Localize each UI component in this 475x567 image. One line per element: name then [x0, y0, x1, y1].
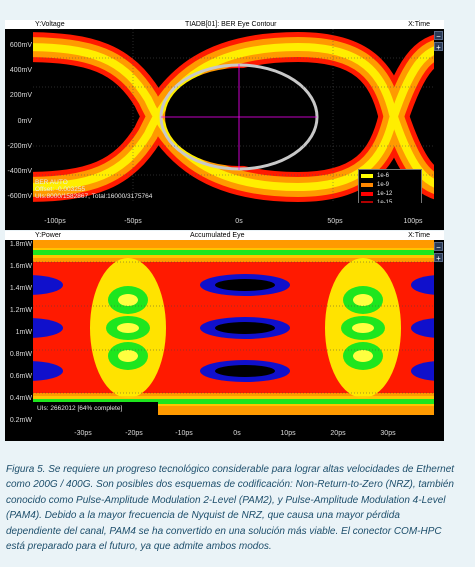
top-y-tick: 200mV — [9, 92, 32, 99]
bottom-x-tick: 10ps — [280, 430, 296, 437]
ber-legend — [358, 169, 422, 203]
bottom-y-tick: 1mW — [15, 329, 32, 336]
bottom-zoom-in-button[interactable]: + — [434, 253, 443, 262]
pam4-info-uis: UIs: 2662012 [64% complete] — [37, 405, 123, 412]
bottom-x-tick: 20ps — [330, 430, 346, 437]
ber-info-mode: BER AUTO — [35, 179, 68, 186]
top-y-axis-label: Y:Voltage — [35, 21, 65, 28]
bottom-y-tick: 1.4mW — [9, 285, 32, 292]
bottom-y-axis-label: Y:Power — [35, 232, 62, 239]
top-y-tick: -600mV — [7, 193, 32, 200]
ber-eye-contour-panel — [5, 20, 444, 230]
top-x-tick: -100ps — [44, 218, 66, 225]
bottom-panel-title: Accumulated Eye — [190, 232, 245, 239]
top-x-tick: 0s — [235, 218, 243, 225]
ber-eye-plot[interactable] — [33, 29, 434, 203]
top-y-tick: -400mV — [7, 168, 32, 175]
top-title-bar — [5, 20, 444, 29]
top-x-tick: 100ps — [403, 218, 423, 225]
bottom-x-tick: 0s — [233, 430, 241, 437]
top-y-tick: 600mV — [9, 42, 32, 49]
top-y-tick: 0mV — [17, 118, 32, 125]
bottom-y-tick: 0.6mW — [9, 373, 32, 380]
bottom-y-tick: 0.4mW — [9, 395, 32, 402]
bottom-y-tick: 1.8mW — [9, 241, 32, 248]
pam4-eye-plot[interactable] — [33, 240, 434, 415]
bottom-x-tick: 30ps — [380, 430, 396, 437]
bottom-side-toolbar — [434, 240, 444, 415]
figure-caption: Figura 5. Se requiere un progreso tecnológico considerable para lograr altas velocidades de Ethernet como 200G / 400G. Son posibles dos esquemas de codificación: Non-Return-to-Zero (NRZ), también conocido como Pulse-Amplitude Modulation 2-Level (PAM2), y Pulse-Amplitude Modulation 4-Level (PAM4). Debido a la mayor frecuencia de Nyquist de NRZ, que causa una mayor pérdida dependiente del canal, PAM4 se ha convertido en una solución más viable. El conector COM-HPC está preparado para el futuro, ya que admite ambos modos. — [6, 464, 455, 553]
bottom-x-tick: -30ps — [74, 430, 92, 437]
bottom-y-tick: 0.2mW — [9, 417, 32, 424]
bottom-title-bar — [5, 231, 444, 240]
top-side-toolbar — [434, 29, 444, 203]
bottom-y-tick: 1.6mW — [9, 263, 32, 270]
top-x-tick: 50ps — [327, 218, 343, 225]
legend-item: 1e-9 — [361, 180, 419, 189]
top-zoom-out-button[interactable]: − — [434, 31, 443, 40]
bottom-y-tick: 0.8mW — [9, 351, 32, 358]
bottom-x-tick: -10ps — [175, 430, 193, 437]
top-y-tick: -200mV — [7, 143, 32, 150]
legend-item: 1e-6 — [361, 171, 419, 180]
legend-item: 1e-15 — [361, 198, 419, 203]
bottom-zoom-out-button[interactable]: − — [434, 242, 443, 251]
top-x-tick: -50ps — [124, 218, 142, 225]
bottom-x-tick: -20ps — [125, 430, 143, 437]
ber-info-uis: UIs:8000/1582867, Total:16000/3175764 — [35, 193, 153, 200]
ber-info-offset: Offset: -0.003255 — [35, 186, 86, 193]
accumulated-eye-panel — [5, 231, 444, 441]
legend-item: 1e-12 — [361, 189, 419, 198]
bottom-x-axis-label: X:Time — [408, 232, 430, 239]
top-x-axis-label: X:Time — [408, 21, 430, 28]
top-zoom-in-button[interactable]: + — [434, 42, 443, 51]
top-y-tick: 400mV — [9, 67, 32, 74]
bottom-y-tick: 1.2mW — [9, 307, 32, 314]
pam4-eye-graphic — [33, 240, 434, 415]
top-panel-title: TIADB[01]: BER Eye Contour — [185, 21, 277, 28]
